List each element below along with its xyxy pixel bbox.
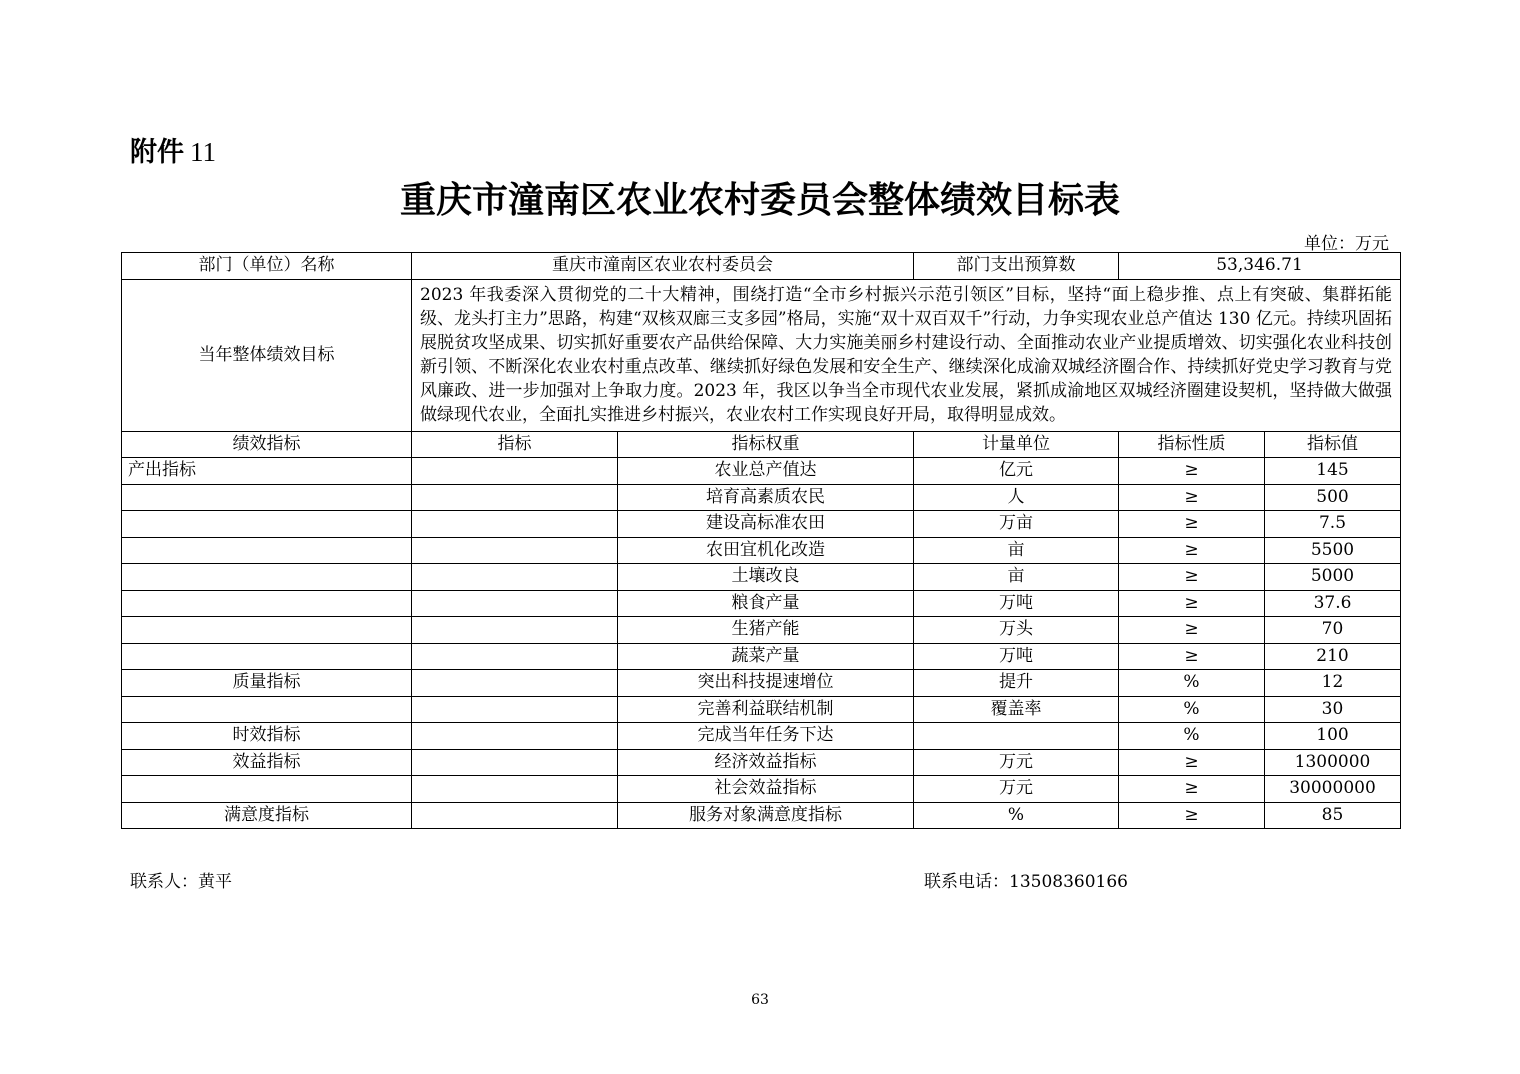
row-indicator [412, 484, 618, 511]
row-nature: % [1119, 696, 1265, 723]
row-value: 30 [1265, 696, 1401, 723]
row-indicator [412, 723, 618, 750]
dept-name-label: 部门（单位）名称 [122, 253, 412, 280]
row-category [122, 484, 412, 511]
row-category: 满意度指标 [122, 802, 412, 829]
row-unit: 万吨 [914, 590, 1119, 617]
row-unit: 万元 [914, 749, 1119, 776]
budget-value: 53,346.71 [1119, 253, 1401, 280]
row-weight: 完善利益联结机制 [618, 696, 914, 723]
table-row [122, 723, 1401, 750]
contact-person: 联系人：黄平 [130, 872, 232, 892]
header-nature: 指标性质 [1119, 431, 1265, 458]
table-row [122, 749, 1401, 776]
row-unit: 人 [914, 484, 1119, 511]
row-nature: ≥ [1119, 590, 1265, 617]
table-row [122, 802, 1401, 829]
table-row [122, 458, 1401, 485]
row-indicator [412, 696, 618, 723]
row-value: 5500 [1265, 537, 1401, 564]
row-value: 210 [1265, 643, 1401, 670]
table-row [122, 617, 1401, 644]
row-nature: ≥ [1119, 564, 1265, 591]
header-value: 指标值 [1265, 431, 1401, 458]
row-value: 12 [1265, 670, 1401, 697]
table-row [122, 590, 1401, 617]
table-row [122, 776, 1401, 803]
row-nature: ≥ [1119, 537, 1265, 564]
row-weight: 完成当年任务下达 [618, 723, 914, 750]
row-weight: 土壤改良 [618, 564, 914, 591]
row-weight: 社会效益指标 [618, 776, 914, 803]
row-unit: 亿元 [914, 458, 1119, 485]
row-value: 7.5 [1265, 511, 1401, 538]
row-value: 5000 [1265, 564, 1401, 591]
row-unit: 覆盖率 [914, 696, 1119, 723]
header-weight: 指标权重 [618, 431, 914, 458]
row-unit [914, 723, 1119, 750]
table-row [122, 643, 1401, 670]
row-weight: 经济效益指标 [618, 749, 914, 776]
row-weight: 粮食产量 [618, 590, 914, 617]
row-indicator [412, 670, 618, 697]
row-nature: ≥ [1119, 749, 1265, 776]
table-row [122, 511, 1401, 538]
row-unit: 万亩 [914, 511, 1119, 538]
row-indicator [412, 802, 618, 829]
row-category [122, 776, 412, 803]
row-unit: 万吨 [914, 643, 1119, 670]
row-category: 效益指标 [122, 749, 412, 776]
row-nature: ≥ [1119, 511, 1265, 538]
row-unit: 万元 [914, 776, 1119, 803]
row-value: 37.6 [1265, 590, 1401, 617]
table-row [122, 670, 1401, 697]
row-value: 30000000 [1265, 776, 1401, 803]
dept-row [122, 253, 1401, 280]
row-value: 70 [1265, 617, 1401, 644]
row-category [122, 617, 412, 644]
contact-phone: 联系电话：13508360166 [924, 872, 1128, 892]
row-category [122, 643, 412, 670]
row-indicator [412, 643, 618, 670]
row-unit: 提升 [914, 670, 1119, 697]
row-weight: 建设高标准农田 [618, 511, 914, 538]
row-value: 500 [1265, 484, 1401, 511]
row-weight: 服务对象满意度指标 [618, 802, 914, 829]
row-weight: 蔬菜产量 [618, 643, 914, 670]
row-nature: ≥ [1119, 484, 1265, 511]
goal-text: 2023 年我委深入贯彻党的二十大精神，围绕打造“全市乡村振兴示范引领区”目标，坚持“面上稳步推、点上有突破、集群拓能级、龙头打主力”思路，构建“双核双廊三支多园”格局，实施“双十双百双千”行动，力争实现农业总产值达 130 亿元。持续巩固拓展脱贫攻坚成果、切实抓好重要农产品供给保障、大力实施美丽乡村建设行动、全面推动农业产业提质增效、切实强化农业科技创新引领、不断深化农业农村重点改革、继续抓好绿色发展和安全生产、继续深化成渝双城经济圈合作、持续抓好党史学习教育与党风廉政、进一步加强对上争取力度。2023 年，我区以争当全市现代农业发展，紧抓成渝地区双城经济圈建设契机，坚持做大做强做绿现代农业，全面扎实推进乡村振兴，农业农村工作实现良好开局，取得明显成效。 [412, 279, 1401, 431]
row-indicator [412, 458, 618, 485]
row-indicator [412, 590, 618, 617]
row-category [122, 590, 412, 617]
goal-row [122, 279, 1401, 431]
row-weight: 突出科技提速增位 [618, 670, 914, 697]
row-nature: % [1119, 670, 1265, 697]
header-unit: 计量单位 [914, 431, 1119, 458]
row-nature: ≥ [1119, 643, 1265, 670]
row-unit: 万头 [914, 617, 1119, 644]
unit-note: 单位：万元 [1304, 234, 1389, 254]
row-value: 85 [1265, 802, 1401, 829]
table-row [122, 484, 1401, 511]
row-indicator [412, 511, 618, 538]
row-category: 时效指标 [122, 723, 412, 750]
annex-number: 11 [190, 137, 216, 167]
page-number: 63 [751, 992, 769, 1008]
row-category: 质量指标 [122, 670, 412, 697]
performance-table [121, 252, 1401, 829]
table-row [122, 564, 1401, 591]
row-unit: 亩 [914, 564, 1119, 591]
table-row [122, 696, 1401, 723]
header-indicator: 指标 [412, 431, 618, 458]
table-row [122, 537, 1401, 564]
page-title: 重庆市潼南区农业农村委员会整体绩效目标表 [399, 179, 1120, 221]
dept-name-value: 重庆市潼南区农业农村委员会 [412, 253, 914, 280]
row-indicator [412, 537, 618, 564]
row-indicator [412, 564, 618, 591]
row-weight: 生猪产能 [618, 617, 914, 644]
row-weight: 农业总产值达 [618, 458, 914, 485]
row-indicator [412, 749, 618, 776]
header-row [122, 431, 1401, 458]
budget-label: 部门支出预算数 [914, 253, 1119, 280]
row-unit: % [914, 802, 1119, 829]
annex-label-text: 附件 [130, 137, 184, 168]
row-unit: 亩 [914, 537, 1119, 564]
row-weight: 培育高素质农民 [618, 484, 914, 511]
row-value: 100 [1265, 723, 1401, 750]
row-nature: ≥ [1119, 802, 1265, 829]
annex-label [130, 130, 216, 169]
row-category [122, 511, 412, 538]
row-category: 产出指标 [122, 458, 412, 485]
row-nature: % [1119, 723, 1265, 750]
row-category [122, 696, 412, 723]
row-indicator [412, 617, 618, 644]
row-value: 145 [1265, 458, 1401, 485]
goal-label: 当年整体绩效目标 [122, 279, 412, 431]
header-category: 绩效指标 [122, 431, 412, 458]
row-nature: ≥ [1119, 617, 1265, 644]
row-value: 1300000 [1265, 749, 1401, 776]
row-nature: ≥ [1119, 776, 1265, 803]
row-category [122, 537, 412, 564]
row-category [122, 564, 412, 591]
row-weight: 农田宜机化改造 [618, 537, 914, 564]
row-indicator [412, 776, 618, 803]
row-nature: ≥ [1119, 458, 1265, 485]
